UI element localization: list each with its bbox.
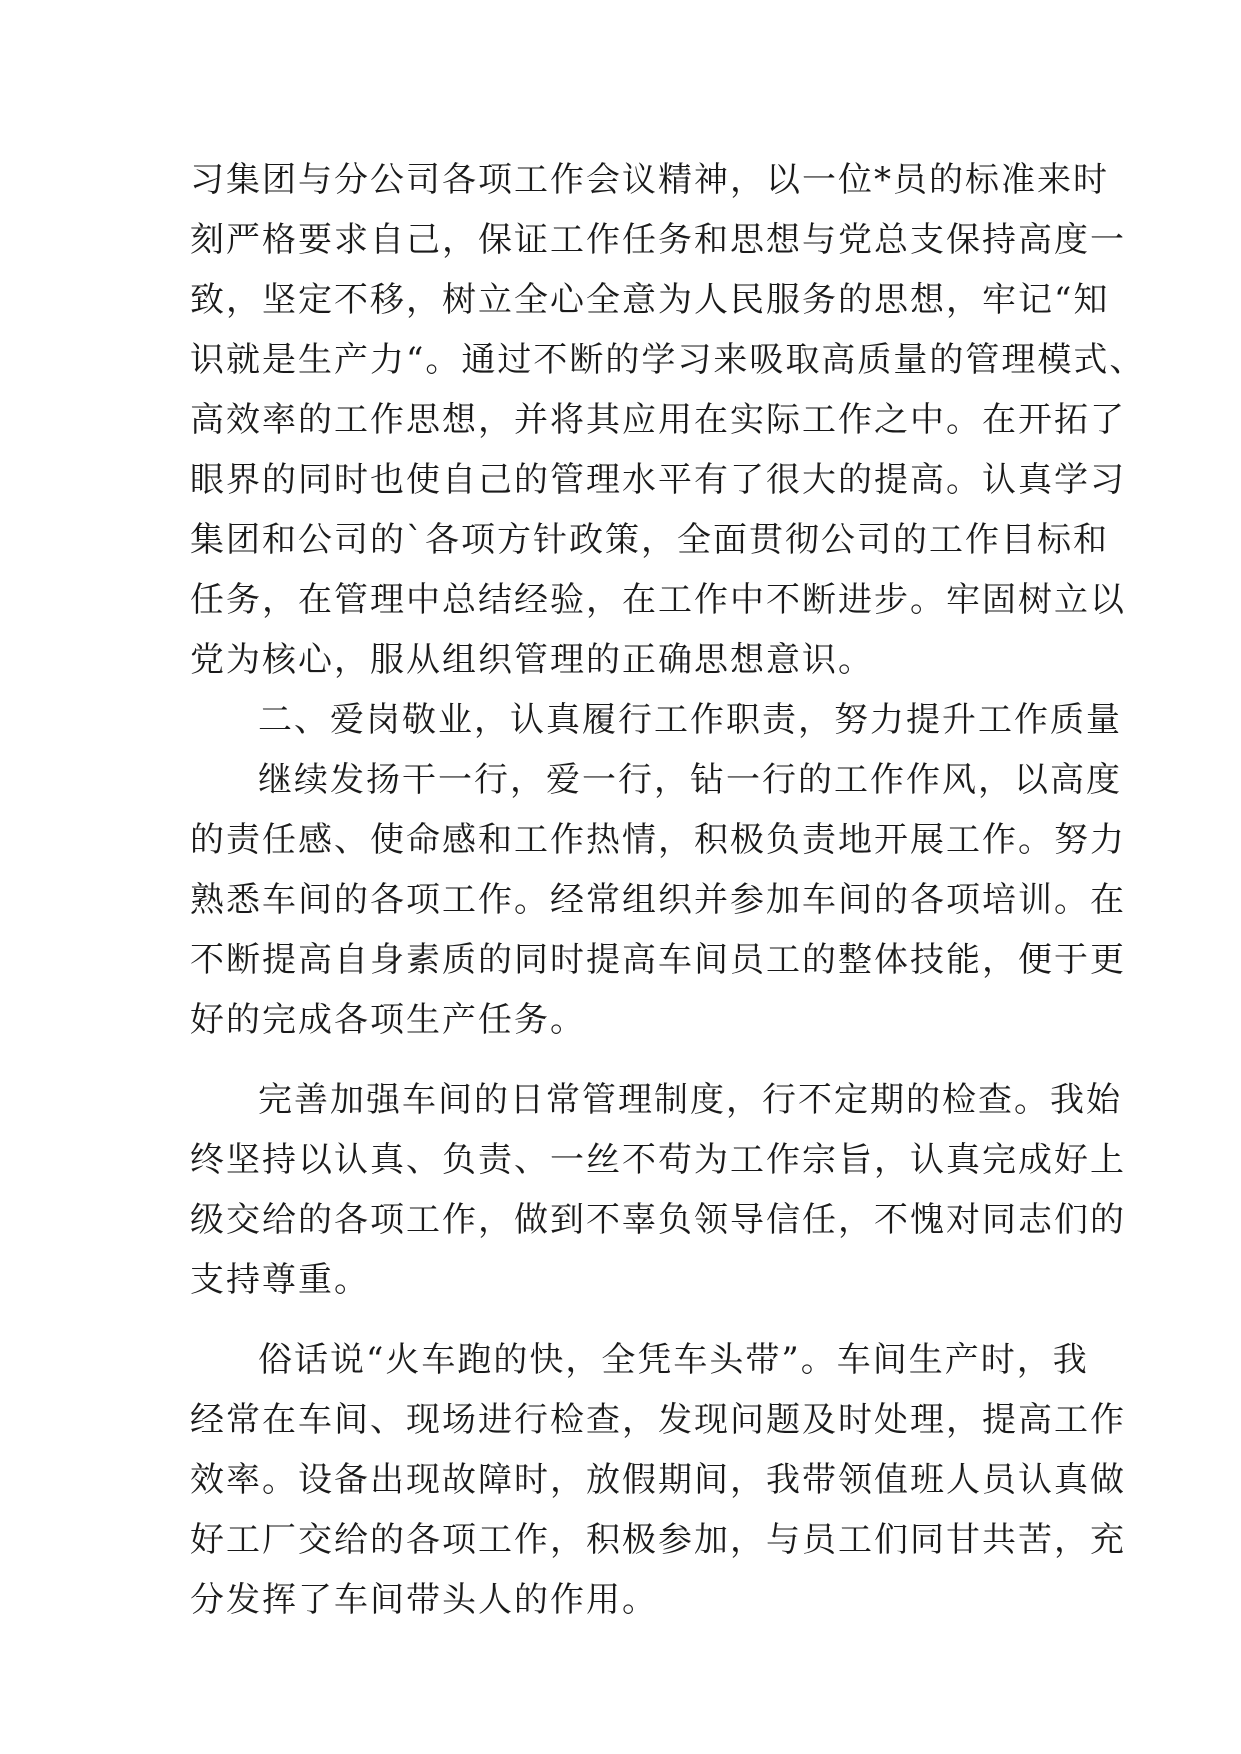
paragraph-3 [190, 1070, 1126, 1310]
text-line: 习集团与分公司各项工作会议精神，以一位*员的标准来时 [190, 160, 1109, 200]
text-line: 好的完成各项生产任务。 [190, 1000, 586, 1040]
text-line: 分发挥了车间带头人的作用。 [190, 1580, 658, 1620]
paragraph-2 [190, 750, 1126, 1050]
document-body [190, 150, 1146, 1630]
text-line: 支持尊重。 [190, 1260, 370, 1300]
text-line: 熟悉车间的各项工作。经常组织并参加车间的各项培训。在 [190, 880, 1126, 920]
text-line: 的责任感、使命感和工作热情，积极负责地开展工作。努力 [190, 820, 1126, 860]
text-line: 不断提高自身素质的同时提高车间员工的整体技能，便于更 [190, 940, 1126, 980]
text-line: 致，坚定不移，树立全心全意为人民服务的思想，牢记“知 [190, 280, 1110, 320]
paragraph-1 [190, 150, 1146, 690]
text-line: 俗话说“火车跑的快，全凭车头带”。车间生产时，我 [258, 1340, 1089, 1380]
text-line: 眼界的同时也使自己的管理水平有了很大的提高。认真学习 [190, 460, 1126, 500]
text-line: 继续发扬干一行，爱一行，钻一行的工作作风，以高度 [258, 760, 1122, 800]
text-line: 经常在车间、现场进行检查，发现问题及时处理，提高工作 [190, 1400, 1126, 1440]
text-line: 识就是生产力“。通过不断的学习来吸取高质量的管理模式、 [190, 340, 1146, 380]
text-line: 高效率的工作思想，并将其应用在实际工作之中。在开拓了 [190, 400, 1126, 440]
paragraph-spacer [190, 1050, 1050, 1070]
text-line: 好工厂交给的各项工作，积极参加，与员工们同甘共苦，充 [190, 1520, 1126, 1560]
text-line: 党为核心，服从组织管理的正确思想意识。 [190, 640, 874, 680]
paragraph-4 [190, 1330, 1126, 1630]
text-line: 完善加强车间的日常管理制度，行不定期的检查。我始 [258, 1080, 1122, 1120]
text-line: 任务，在管理中总结经验，在工作中不断进步。牢固树立以 [190, 580, 1126, 620]
text-line: 终坚持以认真、负责、一丝不苟为工作宗旨，认真完成好上 [190, 1140, 1126, 1180]
text-line: 效率。设备出现故障时，放假期间，我带领值班人员认真做 [190, 1460, 1126, 1500]
paragraph-spacer [190, 1310, 1050, 1330]
section-heading: 二、爱岗敬业，认真履行工作职责，努力提升工作质量 [258, 700, 1122, 740]
text-line: 集团和公司的`各项方针政策，全面贯彻公司的工作目标和 [190, 520, 1109, 560]
text-line: 刻严格要求自己，保证工作任务和思想与党总支保持高度一 [190, 220, 1126, 260]
text-line: 级交给的各项工作，做到不辜负领导信任，不愧对同志们的 [190, 1200, 1126, 1240]
